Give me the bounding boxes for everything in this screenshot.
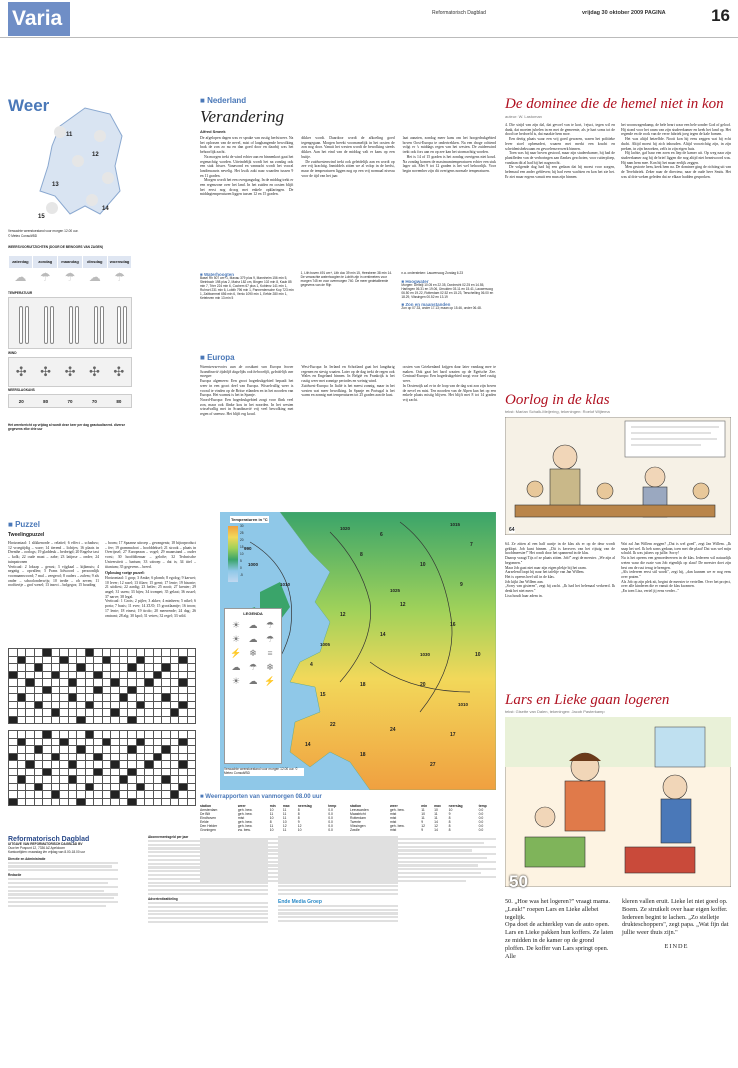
- map-temp: 12: [92, 152, 99, 158]
- map-credit: Verwachte weerstoestand voor morgen 12.00 uur. © Meteo Consult/BD: [224, 768, 304, 776]
- table-row: Twente mist 9 14 8 0.0: [350, 820, 484, 824]
- paragraph: Iedereen begint te lachen. „Zo stelletje drukteschoppers", zegt papa. „Wat fijn dat jullie weer thuis zijn.": [622, 913, 729, 937]
- solution-heading: Oplossing vorige puzzel:: [105, 571, 145, 576]
- puzzle-grids: [8, 648, 196, 830]
- map-temp: 6: [380, 532, 383, 538]
- paragraph: Het is opeens heel stil in de klas.: [505, 574, 555, 579]
- colofon-heading: Directie en Administratie: [8, 856, 46, 861]
- map-temp: 14: [380, 632, 386, 638]
- paragraph: dikker wordt. Daardoor wordt de afkoeling goed tegengegaan. Morgen breekt voornamelijk in het oosten de zon nog door. Vanuit het westen wordt de bewolking steeds dikker. Aan het eind van de middag valt er kans op een buitje.: [301, 136, 395, 159]
- paragraph: West-Europa: In Ierland en Schotland gaat het langdurig regenen en stevig waaien. Later op de dag trekt de regen ook Wales en Engeland binnen. In België en Frankrijk is het rustig weer met zonnige periodes en weinig wind.: [301, 365, 395, 384]
- pressure-label: 1010: [458, 702, 469, 707]
- pressure-label: 1005: [320, 642, 331, 647]
- cloud-icon: ☁: [88, 270, 101, 284]
- scale-label: 30: [240, 524, 244, 528]
- snow-icon: ❄: [249, 648, 257, 658]
- column-header: min: [269, 804, 276, 808]
- map-temp: 14: [305, 742, 311, 748]
- map-temp: 15: [320, 692, 326, 698]
- crossword-grid-1[interactable]: [8, 648, 196, 724]
- weer-title: Weer: [8, 96, 50, 115]
- comic-oorlog: [505, 392, 731, 598]
- sun-icon: ☀: [231, 620, 241, 630]
- comic-title: Lars en Lieke gaan logeren: [505, 692, 670, 708]
- intro: Warmtereservoirs aan de oostkant van Europa boven Scandinavië tijdelijk dagelijks ook behoorlijk, geleidelijk van morgen: [200, 365, 294, 379]
- pressure-label: 1025: [390, 588, 401, 593]
- comic-illustration: [505, 717, 731, 887]
- map-temp: 13: [52, 182, 59, 188]
- map-temp: 15: [38, 214, 45, 220]
- rain-icon: ☂: [265, 634, 275, 644]
- paragraph: Een dertig plaats waar een vrij goed gewaren, waren het politieke lever stoel opbenadert, waaren met merkt een kracht en scheidenisbekwaam en gevoelensverwerk binnen.: [505, 137, 615, 151]
- pressure-label: 1000: [248, 562, 259, 567]
- forecast-icons: [8, 270, 132, 290]
- map-temp: 4: [310, 662, 313, 668]
- map-temp: 9: [460, 582, 463, 588]
- map-temp: 16: [450, 622, 456, 628]
- map-temp: 18: [360, 752, 366, 758]
- section-heading: ■ Nederland: [200, 96, 247, 105]
- paragraph: De zuidwestenwind trekt ook geleidelijk aan en wordt op zee vrij krachtig. Inmiddels zitten we al volop in de herfst, maar de temperaturen liggen nog op een vrij normaal niveau voor de tijd van het jaar.: [301, 159, 395, 178]
- reports-table: [200, 804, 346, 832]
- paragraph: „Sorry van gisteren", zegt hij zacht. „Ik had het helemaal verkeerd. Ik denk het niet meer.": [505, 584, 615, 594]
- column-header: neerslag: [297, 804, 312, 808]
- paragraph: Het is 14 of 15 graden is het zondag overigens niet koud. Na zondag komen de maximumtemperaturen echter een stuk lager uit. Met 9 tot 12 graden is het wel behoorlijk. Voor begin november zijn dit overigens normale temperaturen.: [402, 154, 496, 173]
- table-row: Eindhoven mist 10 11 8 0.0: [200, 816, 333, 820]
- map-temp: 8: [360, 552, 363, 558]
- paragraph: Hij lachte, gaf haar een zoen en liep de kamer uit. Op weg naar zijn studeerkamer zag hij de brief liggen die nog altijd niet beantwoord was. Hij nam hem mee. Kon hij het maar eerlijk zeggen.: [621, 151, 731, 165]
- solution-vertical: Verticaal: 1 Grots; 2 pijler; 3 akker; 4 minheen; 5 nikel; 6 porta; 7 basis; 11 ever; 14 ZUO; 15 grootlaantje; 16 troon; 17 lente; 18 einest; 19 tirolo; 20 meerrende; 24 dag; 26 omtrant; 28 alg; 30 kpol; 31 vetres; 32 regel; 33 wild.: [105, 599, 196, 618]
- section-heading: ■ Puzzel: [8, 520, 40, 529]
- pressure-label: 990: [244, 546, 252, 551]
- column-header: temp: [328, 804, 337, 808]
- colofon-col3: [278, 836, 398, 924]
- weer-copyright: © Meteo Consult/BD: [8, 234, 38, 238]
- map-temp: 27: [430, 762, 436, 768]
- clues-vertical: Verticaal: 2 loksap – gerust; 3 vijgkaal – kijkmuts; 4 negatig – opvallen; 5 Frans lidwoord – persoonlijk voornaamwoord; 7 mal – zeegerol; 8 ouders – zalvm; 9 als onder – schoolonderwijs; 10 tredte – oh zeven; 11 rooftiertje – grof wezel; 13 insect – bolgegos; 15 bouding: [8, 564, 99, 588]
- rain-icon: ☂: [64, 270, 76, 284]
- weer-column: [8, 96, 132, 516]
- pressure-label: 1030: [420, 652, 431, 657]
- page-number: 16: [711, 6, 730, 25]
- solution-horizontal: Horizontaal: 1 grop; 3 Amke; 6 plomb; 8 egolog; 9 karwei; 10 lever; 12 rasel; 13 filaer; 15 grent; 17 lente; 19 bisonte; 21 uitdiest; 22 aardig; 23 heiler; 25 nooit; 27 kreater; 29 angel; 31 usem; 33 bijes; 34 trompet; 35 gelaat; 36 russel; 37 narve; 38 legal.: [105, 575, 196, 599]
- scale-label: 10: [240, 552, 244, 556]
- rain-icon: ☂: [39, 270, 51, 284]
- rain-chance: 20: [18, 398, 24, 404]
- rain-icon: ☂: [114, 270, 125, 284]
- compass-icon: ✣: [40, 364, 52, 379]
- paragraph: Europa algemeen: Een groot hogedrukgebied bepaalt het weer in een groot deel van Europa. Wisselvallig weer is vooral te vinden op de Britse eilanden en in het noorden van Europa. Het warmst is het in Spanje.: [200, 379, 294, 398]
- sun-icon: ☀: [231, 634, 241, 644]
- panel-number: 50: [509, 872, 528, 891]
- column-header: min: [421, 804, 428, 808]
- pressure-label: 1010: [280, 582, 291, 587]
- cloud-icon: [102, 172, 114, 184]
- water-levels: Basel Rh 507 cm+1, Maxau 379 plus 9, Mannheim 156 min 5, Steinbach 198 plus 2, Mainz 182 cm, Bingen 102 min 8, Kaub 85 min 7, Trier 224 min 6, Cochem 67 plus 1, Koblenz 141 min 1, Ruhrort 231 min 6, Lobith 796 min 1, Pannerdensche Kop 723 min 1, Zaltbommel 656 min 6, Venlo 1090 min 1, Eefde 280 min 1, Keteleven min 13 min 5: [200, 276, 294, 300]
- tides-heading: ■ Hoogwater: [401, 278, 429, 284]
- cloud-icon: [54, 126, 66, 138]
- clues-horizontal: Horizontaal: 1 slikkenorde – relatief; 6 effect – schaduw; 12 vroegtijdig – ware; 14 tierend – lichtjes; 16 plaats in Drenthe – oorlogs; 19 gladdeuk – bedreigd; 20 Engelse taxi – kolk; 22 oude maat – zabe; 23 latijnse – onder; 24 tuinpatronen: [8, 541, 99, 564]
- paragraph: Nu is het opeens een gemoedereeren in de klas. Iedereen wil natuurlijk weten waar die ruzie van Job eigenlijk op slaat! De meester doet zijn best om de rust terug te brengen.: [621, 556, 731, 570]
- scale-label: 0: [240, 566, 242, 570]
- pressure-label: 1020: [340, 526, 351, 531]
- rain-chance-panel: [8, 394, 132, 408]
- map-temp: 18: [360, 682, 366, 688]
- comic-illustration: [505, 417, 731, 535]
- table-row: Eelde geh. bew. 8 10 9 0.0: [200, 820, 333, 824]
- paragraph: Daarop vraagt Tijs of ze plaats zitten. Job!" zegt de meester. „We zijn al begonnen.": [505, 556, 615, 565]
- paragraph: Lisa houdt haar adem in.: [505, 593, 543, 598]
- water-heading: ■ Waterhoogten: [200, 272, 235, 277]
- serial-dominee: [505, 96, 731, 376]
- column-header: max: [282, 804, 290, 808]
- column-header: temp: [478, 804, 487, 808]
- water-forecast: 1, Lith boven 491 cm+, Lith doc 39 min 15, Heesbeen 38 min 14. De verwachte waterhoogten te Lobith zijn in centimeters voor morgen 745 en voor overmorgen 740. De meer gedetailleerde gegevens van de Rijn: [300, 271, 393, 287]
- map-temp: 10: [420, 562, 426, 568]
- column-header: station: [350, 804, 362, 808]
- paragraph: Na morgen trekt de wind echter aan en binnenkort gaat het regenachtig worden. Uiteindelijk wordt het na zondag ook een stuk frisser. Vanavond en vannacht wordt het vooral landinwaarts nevelig. Het kwik zakt naar waarden tussen 9 en 11 graden.: [200, 154, 294, 178]
- paper-logo: Reformatorisch Dagblad: [8, 836, 90, 843]
- map-temp: 12: [400, 602, 406, 608]
- column-header: max: [434, 804, 441, 808]
- table-row: Amsterdam geh. bew. 10 11 8 0.0: [200, 808, 333, 812]
- scale-label: 20: [240, 538, 244, 542]
- tides-extra: n.a. ondersteken: Lauwersoog Zondag 6.23: [401, 271, 464, 275]
- paragraph: Opa doet de achterklep van de auto open. Lars en Lieke pakken hun koffers. Ze laten ze midden in de kamer op de grond ploffen. De koffer van Lars springt open. Alle: [505, 921, 614, 960]
- water-tides: [200, 272, 496, 342]
- colofon-heading: Advertentieafdeling: [148, 897, 178, 902]
- column-header: weer: [237, 804, 246, 808]
- puzzle-title: Tweelingpuzzel: [8, 532, 45, 538]
- map-temp: 10: [475, 652, 481, 658]
- thunder-icon: ⚡: [230, 648, 242, 658]
- cloud-icon: ☁: [248, 676, 258, 686]
- page-header: [0, 0, 738, 38]
- cloud-icon: ☁: [14, 270, 27, 284]
- temperature-panel: [8, 297, 132, 349]
- colofon-line: UITGAVE VAN REFORMATORISCH DAGBLAD BV: [8, 842, 83, 846]
- forecast-day: maandag: [58, 256, 82, 268]
- serial-title: De dominee die de hemel niet in kon: [505, 96, 724, 112]
- paragraph: 64. Ze zitten al een half uurtje in de klas als er op de deur wordt geklopt. Job kunt binnen. „Dit is kersvers van het rijtuig van de hoofdmeester!" Het rondt door het spannend in de klas.: [505, 542, 615, 556]
- wind-panel: [8, 357, 132, 387]
- map-legend-title: Temperaturen in °C: [231, 517, 268, 522]
- weer-caption: Verwachte weerstoestand voor morgen 12.00 uur.: [8, 229, 79, 233]
- cloud-icon: [46, 202, 58, 214]
- column-header: neerslag: [448, 804, 463, 808]
- paragraph: 4. Die strijd van zijn dal, dat gevoel van te kort, 'rejuct, tegen wil en dank, dat moeten jubelen in en met de gemeente, als je hart soms tot de dood toe bedroefd is, dat maakte hem moe.: [505, 123, 615, 137]
- paragraph: „En toen Lisa, vertel jij eens verder...": [621, 589, 680, 594]
- column-header: weer: [390, 804, 398, 808]
- thunder-icon: ⚡: [264, 676, 276, 686]
- paragraph: oosten van Griekenland krijgen daar later vandaag mee te maken. Ook gaat het hard waaien op de Egeïsche Zee. Centraal-Europa: Een hogedrukgebied zorgt voor heel rustig weer.: [402, 365, 496, 384]
- forecast-day: zondag: [33, 256, 57, 268]
- forecast-header: WEERSVOORUITZICHTEN (DOOR DE BEWOORS VAN ZAGEN): [8, 245, 104, 249]
- scale-label: -5: [240, 573, 243, 577]
- map-temp: 7: [470, 542, 473, 548]
- fog-icon: ≡: [267, 648, 273, 658]
- table-row: Rotterdam mist 11 11 8 0.0: [350, 816, 484, 820]
- paragraph: Zuidwest-Europa: In Italië is het meest zonnig, maar in het westen wat meer bewolking. In Spanje en Portugal is het warm en zonnig met temperaturen tot 25 graden aan de kust.: [301, 383, 395, 398]
- paragraph: De afgelopen dagen was er sprake van rustig herfstweer. Na het oplossen van de nevel, mist of laaghangende bewolking brak de zon zo nu en dan goed door en daarbij was het behoorlijk zacht.: [200, 136, 294, 155]
- forecast-day: woensdag: [108, 256, 132, 268]
- comic-lars: [505, 692, 731, 1032]
- comic-credit: tekst: Gisette van Dalen, tekeningen: Jacob Pasterkamp: [505, 709, 605, 714]
- serial-author: auteur: W. Lastoman: [505, 114, 542, 119]
- rain-chance: 70: [91, 398, 97, 404]
- reports-table: [350, 804, 496, 832]
- table-row: Leeuwarden geh. bew. 11 10 10 0.0: [350, 808, 484, 812]
- paragraph: In Oostenrijk zal er in de loop van de dag wat zon zijn boven de nevel en mist. Ten noorden van de Alpen kan het op een enkele plaats mistig blijven. Het blijft met 8 tot 14 graden vrij zacht.: [402, 383, 496, 402]
- byline: Alfred Smeek: [200, 129, 226, 134]
- paper-name: Reformatorisch Dagblad: [432, 10, 486, 16]
- cloud-icon: ☁: [248, 634, 258, 644]
- colofon: [8, 836, 488, 1026]
- map-temp: 17: [450, 732, 456, 738]
- snow-icon: ❄: [266, 662, 274, 672]
- colofon-hours: Kantoortijden: maandag t/m vrijdag van 8.00-18.00 uur: [8, 849, 86, 854]
- paragraph: Morgen wordt het een overgangsdag. In de middag trekt er een regenzone over het land. In het zuiden en oosten blijft het eerst nog droog met enkele opklaringen. De middagtemperaturen liggen tussen 12 en 15 graden.: [200, 178, 294, 197]
- scale-label: 15: [240, 545, 244, 549]
- cloud-icon: ☁: [231, 662, 241, 672]
- ende-logo: Ende Media Groep: [278, 898, 322, 905]
- paragraph: Toen was hij naar boven gestood, maar zijn studeerkamer, hij had de plantfleden van de verhoringen aan flankes geschoten, voor ruiterploep, vandaan dit al had hij het nagezocht.: [505, 151, 615, 165]
- netherlands-map: [30, 96, 130, 226]
- map-temp: 11: [66, 132, 73, 138]
- paragraph: het woonwagenkamp, de bele heart waar een hele sonder God of geloof. Hij stond voor het raam van zijn studeerkamer en keek het land op. Het regende en de rook van de verre fabriek joeg tegen de kale bomen.: [621, 123, 731, 137]
- end-mark: EINDE: [664, 942, 689, 950]
- rain-chance: 80: [43, 398, 49, 404]
- tides-text: Morgen: Delfzijl 10.05 en 22.35, Dordrecht 02.25 en 14.55, Harlingen 06.31 en 19.06, IJmuiden 03.11 en 15.41, Lauwersoog 06.50 en 19.22, Rotterdam 02.52 en 15.23, Terschelling 06.00 en 18.29, Vlissingen 00.52 en 13.19: [401, 282, 494, 299]
- scale-label: 25: [240, 531, 244, 535]
- map-temp: 14: [102, 206, 109, 212]
- legend-title: LEGENDA: [243, 611, 263, 616]
- paragraph: Wat zal Jan Willem zeggen? „Dat is wel goed", zegt Jan Willem. „Ik snap het wel. Ik heb soms gedaan, toen met die plaat! Dat was wel mijn schuld. Ik was jaloers op jullie. Sorry!: [621, 542, 731, 556]
- comic-credit: tekst: Marian Schalk-Meijering, tekeningen: Roelof Wijtema: [505, 409, 610, 414]
- compass-icon: ✣: [113, 364, 125, 379]
- rain-icon: ☂: [248, 662, 258, 672]
- colofon-address: Ouw ter Pospunt 12, 7336 AZ Apeldoorn: [8, 845, 66, 850]
- compass-icon: ✣: [64, 364, 76, 379]
- europe-weather-map: [220, 512, 496, 790]
- paragraph: Het was altijd hetzelfde. Nooit kon hij eens zeggen wat hij echt dacht. Altijd moest hij zich inhouden. Altijd voorzichtig zijn, in zijn preken, in zijn bezoeken, zelfs in zijn eigen huis.: [621, 137, 731, 151]
- column-header: station: [200, 804, 212, 808]
- paragraph: kleren vallen eruit. Lieke let niet goed op. Boem. Ze struikelt over haar eigen koffer.: [622, 898, 728, 913]
- paragraph: De volgende dag had hij een gedaan dat hij moest voor zorgen, helemaal een ander gebleven; hij had even wachten en kon het zie het. Er ziet maar ergens vanuit een man zijn binnen.: [505, 165, 615, 179]
- table-row: Groningen zw. bew. 10 11 10 0.0: [200, 828, 333, 832]
- rain-icon: ☂: [265, 620, 275, 630]
- cloud-icon: [72, 155, 84, 167]
- paragraph: Men gestorte hem, keek hem na. De dominee ging de richting uit van de Terefabriek. Zeker naar de directeur, naar de oude heer Smits. Het was al drie weken geleden dat ze elkaar hadden gesproken.: [621, 165, 731, 179]
- paragraph: Job kijkt Jan Willem aan.: [505, 579, 544, 584]
- map-temp: 12: [340, 612, 346, 618]
- row-label: WIND: [8, 351, 17, 355]
- forecast-day: dinsdag: [83, 256, 107, 268]
- map-temp: 22: [330, 722, 336, 728]
- forecast-day: zaterdag: [9, 256, 33, 268]
- sun-text: Zon op 07.33, onder 17.13; maan op 15.46, onder 06.48.: [401, 305, 482, 310]
- paragraph: „Als iedereen eerst stil wordt", zegt hij, „dan kunnen we er nog eens over praten.": [621, 570, 731, 579]
- compass-icon: ✣: [88, 364, 100, 379]
- table-row: Vlissingen geh. bew. 12 12 8 0.0: [350, 824, 484, 828]
- europa-section: [200, 353, 496, 503]
- rain-chance: 80: [116, 398, 122, 404]
- article-title: Verandering: [200, 107, 285, 126]
- paragraph: 50. „Hoe was het logeren?" vraagt mama.: [505, 898, 611, 905]
- compass-icon: ✣: [15, 364, 27, 379]
- scale-label: 5: [240, 559, 242, 563]
- panel-number: 64: [509, 527, 515, 533]
- crossword-grid-2[interactable]: [8, 730, 196, 806]
- map-temp: 20: [420, 682, 426, 688]
- section-label: Varia: [8, 2, 70, 36]
- sun-icon: ☀: [231, 676, 241, 686]
- sun-heading: ■ Zon en maanstanden: [401, 301, 451, 307]
- issue-date: vrijdag 30 oktober 2009 PAGINA: [582, 10, 666, 16]
- weer-note: Het weerbericht op vrijdag al wordt deze keer per dag geactualiseerd. diverse gegevens elke drie uur: [8, 423, 126, 431]
- forecast-days: [8, 256, 132, 268]
- paragraph: laat aanzien, zondag meer kans om het hoogedrukgebied boven Oost-Europa te ondertrekken. Na een droge ochtend volgt er 's middags regen van het westen. De zuidenwind trekt ook fors aan en op zee kan het stormachtig worden.: [402, 136, 496, 155]
- cloud-icon: [94, 130, 106, 142]
- rain-chance: 70: [67, 398, 73, 404]
- pressure-label: 1015: [450, 522, 461, 527]
- section-heading: ■ Europa: [200, 353, 235, 362]
- table-row: Zwolle mist 9 14 8 0.0: [350, 828, 484, 832]
- colofon-heading: Abonnementsgeld per jaar: [148, 835, 189, 839]
- paragraph: Aarzelend loopt hij naar het tafeltje van Jan Willem.: [505, 570, 585, 575]
- colofon-col2: [148, 836, 268, 925]
- cloud-icon: [86, 194, 98, 206]
- comic-title: Oorlog in de klas: [505, 392, 610, 408]
- map-temp: 24: [390, 727, 396, 733]
- clues-continued: – boom; 17 Spaanse uitroep – gevangenis; 18 bijtorproduct – fee; 19 grammafoot – hoofddeksel; 21 strook – plaats in Overijssel; 27 Europeaan – vogel; 29 maanstand – ouder vorst; 30 hoofddienaar – gelofte; 32 Technische Universiteit – barium; 33 uitroep – dat is; 34 titel – titanium; 35 gegevens – breed.: [105, 541, 196, 569]
- paragraph: „Leuk!" roepen Lars en Lieke allebei tegelijk.: [505, 905, 599, 921]
- row-label: TEMPERATUUR: [8, 291, 33, 295]
- colofon-heading: Redactie: [8, 873, 22, 878]
- row-label: NEERSLAGKANS: [8, 388, 35, 392]
- table-row: Maastricht mist 10 11 9 0.0: [350, 812, 484, 816]
- paragraph: Als Job op zijn plek zit, begint de meester te vertellen. Over het project, over alle kinderen die er vanuit de klas kwamen.: [621, 579, 731, 589]
- map-temperatures: [220, 512, 496, 790]
- table-row: De Bilt geh. bew. 11 11 8 0.0: [200, 812, 333, 816]
- table-row: Den Helder geh. bew. 11 12 12 0.0: [200, 824, 333, 828]
- paragraph: Maar Job gaat niet naar zijn eigen plekje bij het raam.: [505, 565, 587, 570]
- reports-heading: ■ Weerrapporten van vanmorgen 08.00 uur: [200, 794, 322, 800]
- cloud-icon: ☁: [248, 620, 258, 630]
- paragraph: Noord-Europa: Een hogedrukgebied zorgt voor flink veel zon, maar ook flinke kou in het noorden. In het westen wisselvallig met in Scandinavië vrij veel bewolking met regen of sneeuw. Het blijft erg koud.: [200, 397, 294, 417]
